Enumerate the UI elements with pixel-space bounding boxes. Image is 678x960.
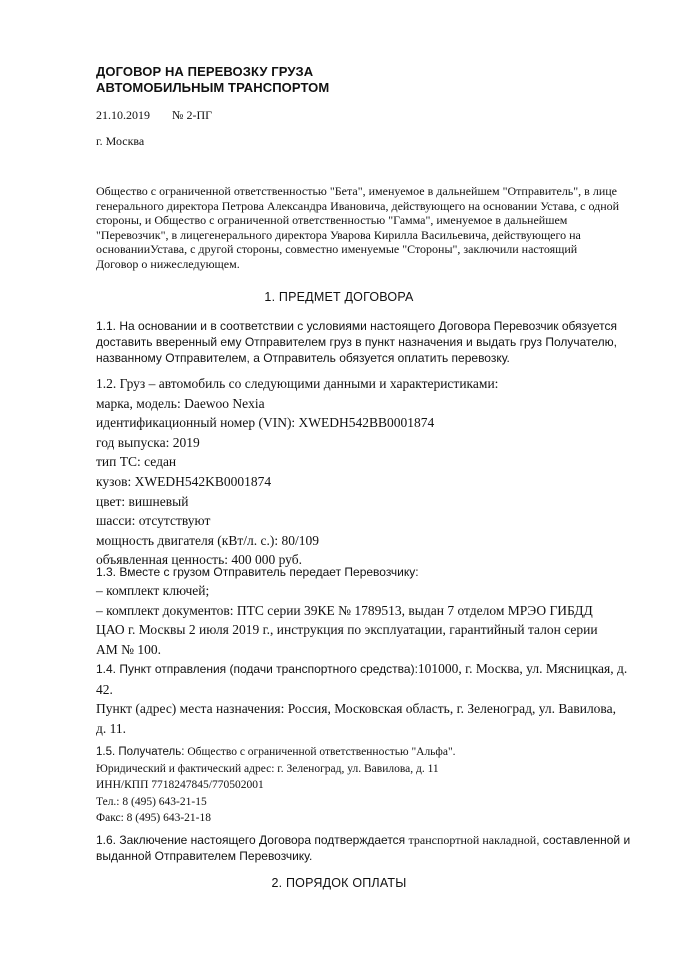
recipient-fax: Факс: 8 (495) 643-21-18 (96, 812, 211, 824)
vehicle-make-model: марка, модель: Daewoo Nexia (96, 395, 265, 411)
title-line-2: АВТОМОБИЛЬНЫМ ТРАНСПОРТОМ (96, 80, 330, 95)
clause-label: 1.5. Получатель: (96, 746, 185, 758)
preamble-line: Договор о нижеследующем. (96, 256, 240, 271)
preamble-line: Общество с ограниченной ответственностью "Бета", именуемое в дальнейшем "Отправитель", в лице (96, 184, 617, 198)
section-2-heading: 2. ПОРЯДОК ОПЛАТЫ (271, 876, 407, 890)
departure-address: 101000, г. Москва, ул. Мясницкая, д. (417, 661, 628, 676)
clause-text: 1.6. Заключение настоящего Договора подтверждается (96, 833, 409, 847)
document-city: г. Москва (96, 134, 145, 148)
vehicle-declared-value: объявленная ценность: 400 000 руб. (96, 552, 302, 568)
recipient-name: Общество с ограниченной ответственностью "Альфа". (184, 746, 456, 758)
vehicle-chassis: шасси: отсутствуют (96, 513, 211, 529)
clause-line: 1.2. Груз – автомобиль со следующими данными и характеристиками: (96, 376, 499, 391)
vehicle-body: кузов: XWEDH542KB0001874 (96, 473, 272, 489)
recipient-address: Юридический и фактический адрес: г. Зеленоград, ул. Вавилова, д. 11 (96, 762, 439, 775)
document-title (96, 64, 329, 96)
preamble-line: основанииУстава, с другой стороны, совместно именуемые "Стороны", заключили настоящий (96, 242, 578, 256)
vehicle-year: год выпуска: 2019 (96, 434, 200, 450)
clause-item: – комплект документов: ПТС серии 39КЕ № 1789513, выдан 7 отделом МРЭО ГИБДД (96, 602, 593, 618)
preamble-line: генерального директора Петрова Александра Ивановича, действующего на основании Устава, с одной (96, 198, 620, 213)
preamble-line: "Перевозчик", в лицегенерального директора Уварова Кирилла Васильевича, действующего на (96, 227, 581, 242)
preamble (96, 184, 620, 271)
clause-item: АМ № 100. (96, 641, 162, 657)
recipient-inn-kpp: ИНН/КПП 7718247845/770502001 (96, 779, 264, 791)
vehicle-engine-power: мощность двигателя (кВт/л. с.): 80/109 (96, 532, 319, 548)
clause-1-2 (96, 374, 636, 570)
vehicle-vin: идентификационный номер (VIN): XWEDH542BB0001874 (96, 415, 435, 431)
clause-line: 1.3. Вместе с грузом Отправитель передает Перевозчику: (96, 565, 419, 579)
clause-1-5 (96, 744, 636, 827)
section-1-heading: 1. ПРЕДМЕТ ДОГОВОРА (264, 290, 414, 304)
document-meta (96, 108, 212, 122)
title-line-1: ДОГОВОР НА ПЕРЕВОЗКУ ГРУЗА (96, 64, 314, 79)
clause-line: 1.1. На основании и в соответствии с условиями настоящего Договора Перевозчик обязуется (96, 319, 618, 333)
clause-item: ЦАО г. Москвы 2 июля 2019 г., инструкция по эксплуатации, гарантийный талон серии (96, 622, 598, 638)
clause-line: доставить вверенный ему Отправителем груз в пункт назначения и выдать груз Получателю, (96, 335, 618, 349)
clause-label: 1.4. Пункт отправления (подачи транспортного средства): (96, 662, 418, 676)
clause-1-4 (96, 659, 636, 738)
destination-address-cont: д. 11. (96, 720, 126, 736)
clause-text-serif: транспортной накладной (408, 833, 537, 847)
clause-1-3 (96, 564, 636, 659)
clause-line: названному Отправителем, а Отправитель обязуется оплатить перевозку. (96, 351, 510, 365)
clause-1-6 (96, 832, 636, 864)
recipient-phone: Тел.: 8 (495) 643-21-15 (96, 795, 207, 808)
destination-address: Пункт (адрес) места назначения: Россия, Московская область, г. Зеленоград, ул. Вавилова, (96, 701, 616, 717)
clause-item: – комплект ключей; (96, 583, 210, 598)
clause-text: Отправителем Перевозчику. (154, 849, 313, 863)
departure-address-cont: 42. (96, 681, 113, 697)
clause-text: выданной (96, 849, 155, 863)
clause-text: , составленной и (536, 833, 631, 847)
vehicle-type: тип ТС: седан (96, 454, 177, 470)
document-number: № 2-ПГ (172, 108, 213, 122)
clause-1-1 (96, 318, 636, 366)
vehicle-color: цвет: вишневый (96, 493, 189, 509)
document-date: 21.10.2019 (96, 108, 150, 122)
preamble-line: стороны, и Общество с ограниченной ответственностью "Гамма", именуемое в дальнейшем (96, 213, 568, 227)
